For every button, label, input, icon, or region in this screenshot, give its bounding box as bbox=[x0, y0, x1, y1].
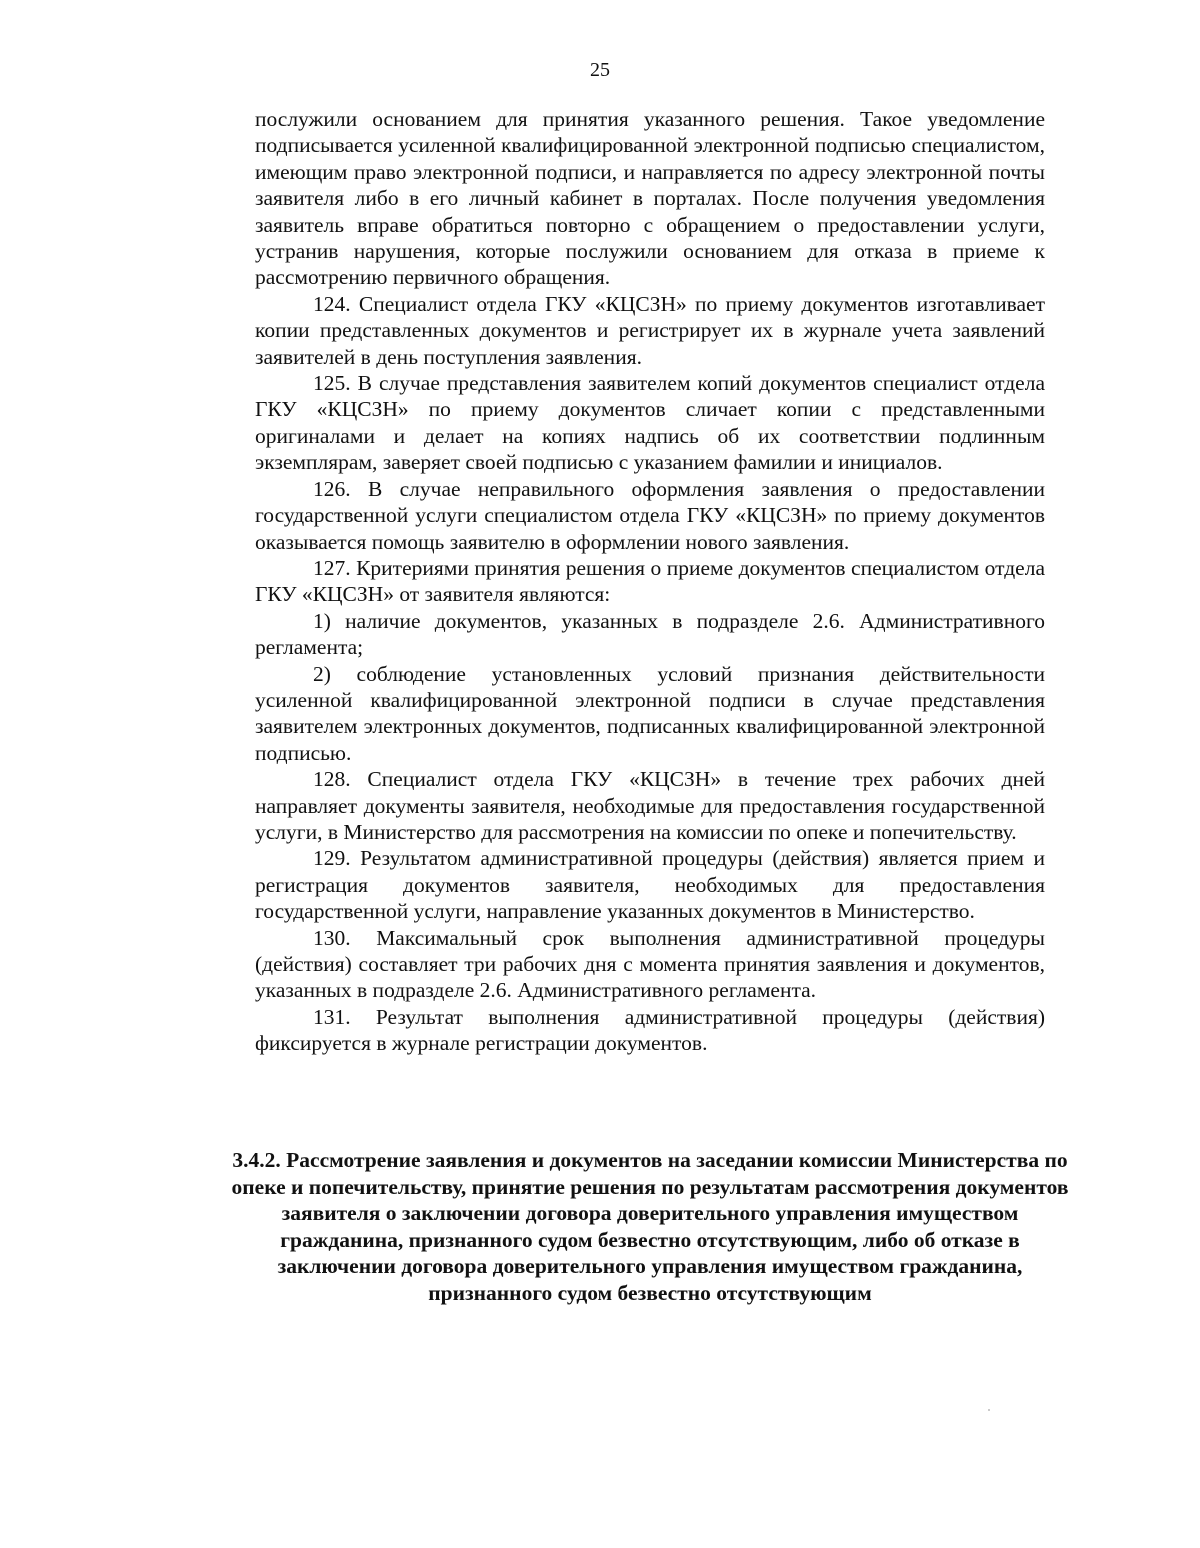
paragraph-131: 131. Результат выполнения административной процедуры (действия) фиксируется в журнале регистрации документов. bbox=[255, 1004, 1045, 1056]
paragraph-continuation: послужили основанием для принятия указанного решения. Такое уведомление подписывается усиленной квалифицированной электронной подписью специалистом, имеющим право электронной подписи, и направляется по адресу электронной почты заявителя либо в его личный кабинет в порталах. После получения уведомления заявитель вправе обратиться повторно с обращением о предоставлении услуги, устранив нарушения, которые послужили основанием для отказа в приеме к рассмотрению первичного обращения. bbox=[255, 107, 1045, 290]
paragraph-127-item-1: 1) наличие документов, указанных в подразделе 2.6. Административного регламента; bbox=[255, 608, 1045, 660]
paragraph-124: 124. Специалист отдела ГКУ «КЦСЗН» по приему документов изготавливает копии представленных документов и регистрирует их в журнале учета заявлений заявителей в день поступления заявления. bbox=[255, 291, 1045, 369]
paragraph-125: 125. В случае представления заявителем копий документов специалист отдела ГКУ «КЦСЗН» по приему документов сличает копии с представленными оригиналами и делает на копиях надпись об их соответствии подлинным экземплярам, заверяет своей подписью с указанием фамилии и инициалов. bbox=[255, 371, 1045, 475]
paragraph-128: 128. Специалист отдела ГКУ «КЦСЗН» в течение трех рабочих дней направляет документы заявителя, необходимые для предоставления государственной услуги, в Министерство для рассмотрения на комиссии по опеке и попечительству. bbox=[255, 767, 1045, 844]
section-heading: 3.4.2. Рассмотрение заявления и документов на заседании комиссии Министерства по опеке и попечительству, принятие решения по результатам рассмотрения документов заявителя о заключении договора доверительного управления имуществом гражданина, признанного судом безвестно отсутствующим, либо об отказе в заключении договора доверительного управления имуществом гражданина, признанного судом безвестно отсутствующим bbox=[231, 1148, 1069, 1305]
paragraph-130: 130. Максимальный срок выполнения административной процедуры (действия) составляет три рабочих дня с момента принятия заявления и документов, указанных в подразделе 2.6. Административного регламента. bbox=[255, 925, 1045, 1003]
document-body bbox=[255, 106, 1045, 1057]
paragraph-126: 126. В случае неправильного оформления заявления о предоставлении государственной услуги специалистом отдела ГКУ «КЦСЗН» по приему документов оказывается помощь заявителю в оформлении нового заявления. bbox=[255, 476, 1045, 554]
paragraph-127: 127. Критериями принятия решения о приеме документов специалистом отдела ГКУ «КЦСЗН» от заявителя являются: bbox=[255, 555, 1045, 607]
scan-speck bbox=[988, 1409, 990, 1411]
paragraph-127-item-2: 2) соблюдение установленных условий признания действительности усиленной квалифицированной электронной подписи в случае представления заявителем электронных документов, подписанных квалифицированной электронной подписью. bbox=[255, 661, 1045, 765]
page-number: 25 bbox=[590, 59, 610, 81]
paragraph-129: 129. Результатом административной процедуры (действия) является прием и регистрация документов заявителя, необходимых для предоставления государственной услуги, направление указанных документов в Министерство. bbox=[255, 846, 1045, 924]
